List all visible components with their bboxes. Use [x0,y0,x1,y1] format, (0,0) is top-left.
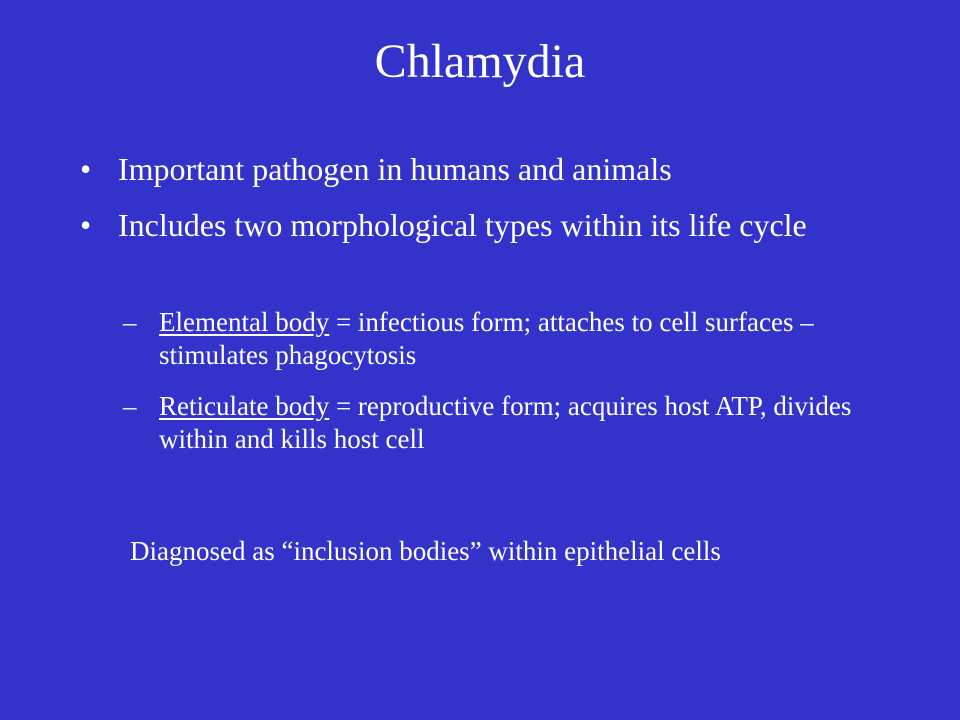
bullet-list [80,150,880,262]
bullet-text: Important pathogen in humans and animals [118,151,672,187]
bullet-text: Includes two morphological types within its life cycle [118,207,807,243]
dash-icon: – [123,391,137,421]
diagnosis-note: Diagnosed as “inclusion bodies” within epithelial cells [130,536,721,566]
term-definition: = reproductive form; acquires host ATP, divides within and kills host cell [159,391,852,454]
bullet-item [80,150,880,188]
term-definition: = infectious form; attaches to cell surfaces – stimulates phagocytosis [159,307,814,370]
sub-bullet-item [123,390,863,456]
slide-title: Chlamydia [374,35,586,88]
bullet-icon: • [80,207,92,243]
term-reticulate-body: Reticulate body [159,391,330,421]
sub-bullet-list [123,306,863,474]
sub-bullet-item [123,306,863,372]
bullet-icon: • [80,151,92,187]
bullet-item [80,206,880,244]
term-elemental-body: Elemental body [159,307,330,337]
dash-icon: – [123,307,137,337]
